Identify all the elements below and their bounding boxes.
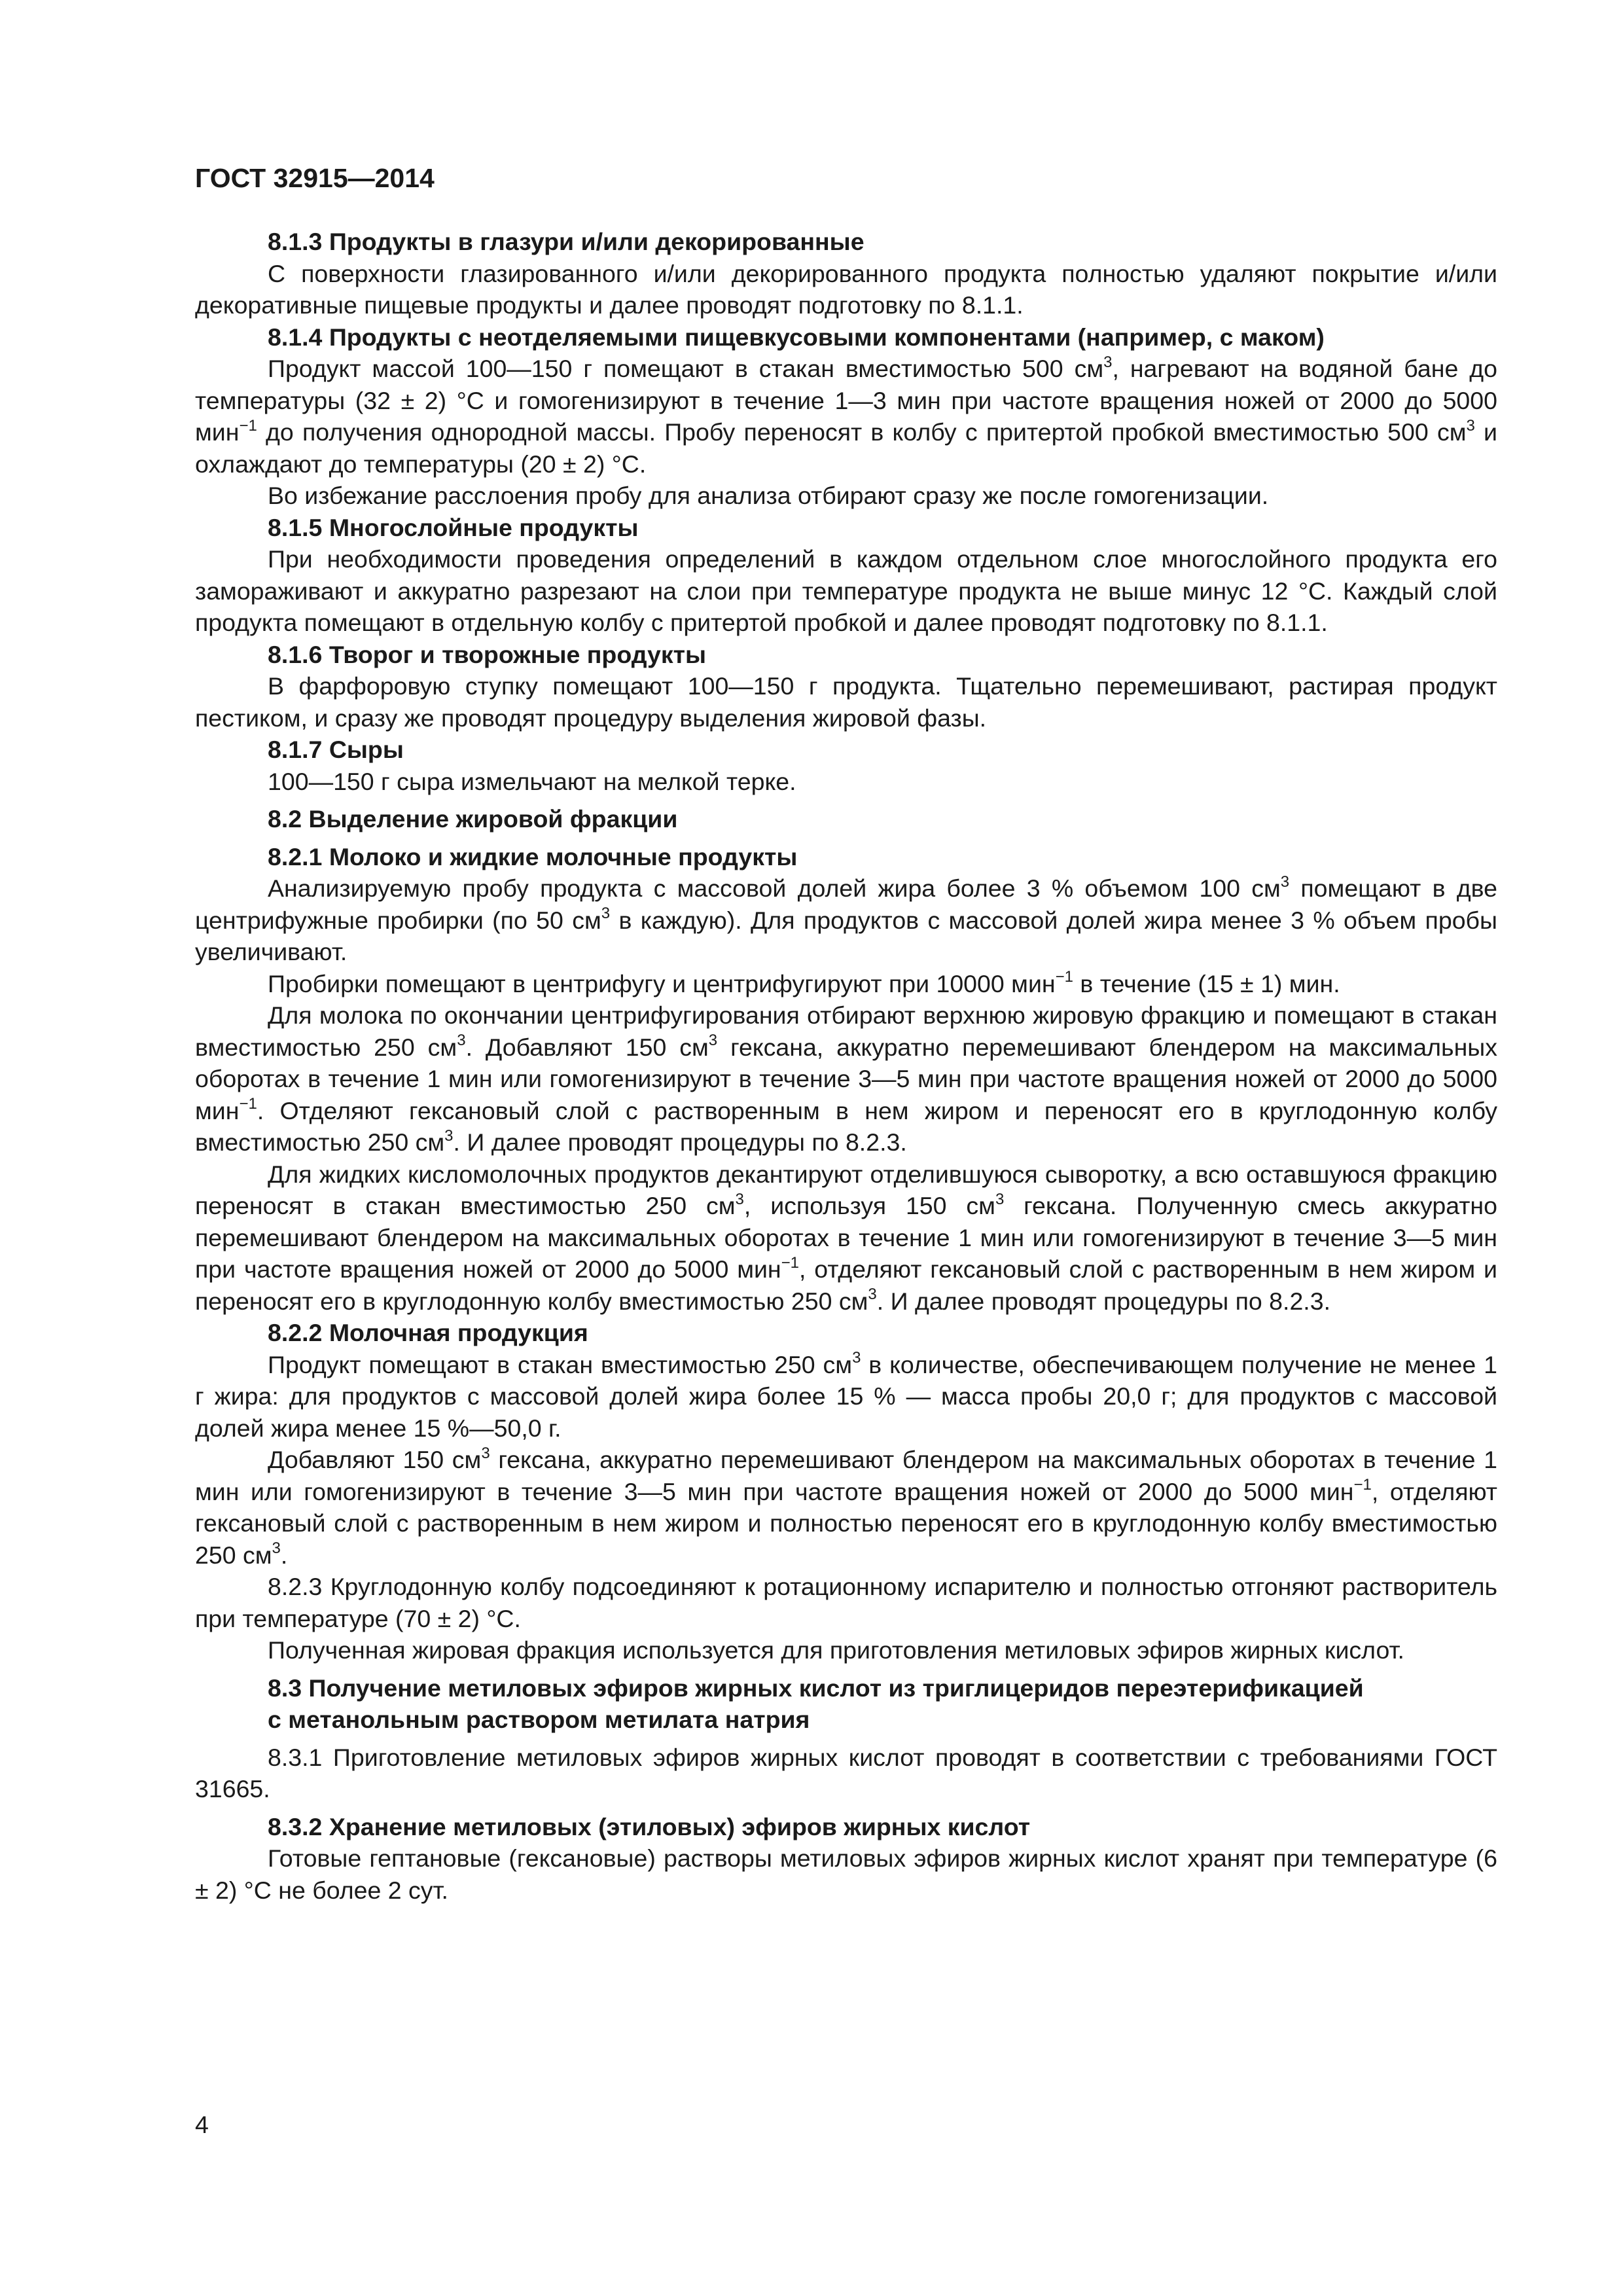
- document-body: [195, 226, 1497, 1906]
- paragraph: 100—150 г сыра измельчают на мелкой терке.: [268, 767, 796, 795]
- paragraph: Пробирки помещают в центрифугу и центрифугируют при 10000 мин$^{-1}$ в течение (15 ± 1) мин.: [268, 968, 1340, 997]
- section-heading-8-1-4: 8.1.4 Продукты с неотделяемыми пищевкусовыми компонентами (например, с маком): [268, 323, 1325, 351]
- document-header: ГОСТ 32915—2014: [195, 163, 435, 193]
- section-heading-8-1-7: 8.1.7 Сыры: [268, 736, 404, 763]
- section-heading-8-3-2: 8.3.2 Хранение метиловых (этиловых) эфиров жирных кислот: [268, 1812, 1031, 1840]
- section-heading-8-1-5: 8.1.5 Многослойные продукты: [268, 513, 639, 541]
- page-number: 4: [195, 2111, 209, 2138]
- paragraph: При необходимости проведения определений в каждом отдельном слое многослойного продукта его замораживают и аккуратно разрезают на слои при температуре продукта не выше минус 12 °С. Каждый слой продукта помещают в отдельную колбу с притертой пробкой и далее проводят подготовку по 8.1.1.: [195, 545, 1497, 636]
- paragraph: Готовые гептановые (гексановые) растворы метиловых эфиров жирных кислот хранят при температуре (6 ± 2) °С не более 2 сут.: [195, 1844, 1497, 1904]
- section-heading-8-2-2: 8.2.2 Молочная продукция: [268, 1319, 588, 1346]
- paragraph: Анализируемую пробу продукта с массовой долей жира более 3 % объемом 100 $см^3$ помещают в две центрифужные пробирки (по 50 $см^3$ в каждую). Для продуктов с массовой долей жира менее 3 % объем пробы увеличивают.: [195, 872, 1497, 965]
- paragraph: 8.2.3 Круглодонную колбу подсоединяют к ротационному испарителю и полностью отгоняют растворитель при температуре (70 ± 2) °С.: [195, 1573, 1497, 1632]
- paragraph: Продукт массой 100—150 г помещают в стакан вместимостью 500 $см^3$, нагревают на водяной бане до температуры (32 ± 2) °С и гомогенизируют в течение 1—3 мин при частоте вращения ножей от 2000 до 5000 мин$^{-1}$ до получения однородной массы. Пробу переносят в колбу с притертой пробкой вместимостью 500 $см^3$ и охлаждают до температуры (20 ± 2) °С.: [195, 353, 1498, 478]
- paragraph: Во избежание расслоения пробу для анализа отбирают сразу же после гомогенизации.: [268, 482, 1269, 509]
- section-heading-8-1-3: 8.1.3 Продукты в глазури и/или декорированные: [268, 228, 865, 255]
- paragraph: С поверхности глазированного и/или декорированного продукта полностью удаляют покрытие и/или декоративные пищевые продукты и далее проводят подготовку по 8.1.1.: [195, 259, 1497, 319]
- paragraph: Добавляют 150 $см^3$ гексана, аккуратно перемешивают блендером на максимальных оборотах в течение 1 мин или гомогенизируют в течение 3—5 мин при частоте вращения ножей от 2000 до 5000 мин$^{-1}$, отделяют гексановый слой с растворенным в нем жиром и полностью переносят его в круглодонную колбу вместимостью 250 $см^3$.: [195, 1444, 1498, 1569]
- section-heading-8-2: 8.2 Выделение жировой фракции: [268, 805, 678, 833]
- paragraph: 8.3.1 Приготовление метиловых эфиров жирных кислот проводят в соответствии с требованиями ГОСТ 31665.: [195, 1743, 1497, 1803]
- paragraph: Продукт помещают в стакан вместимостью 250 $см^3$ в количестве, обеспечивающем получение не менее 1 г жира: для продуктов с массовой долей жира более 15 % — масса пробы 20,0 г; для продуктов с массовой долей жира менее 15 %—50,0 г.: [195, 1349, 1497, 1442]
- section-heading-8-3: 8.3 Получение метиловых эфиров жирных кислот из триглицеридов переэтерификацией с метанольным раствором метилата натрия: [268, 1674, 1364, 1733]
- section-heading-8-1-6: 8.1.6 Творог и творожные продукты: [268, 640, 707, 668]
- paragraph: Для жидких кисломолочных продуктов декантируют отделившуюся сыворотку, а всю оставшуюся фракцию переносят в стакан вместимостью 250 $см^3$, используя 150 $см^3$ гексана. Полученную смесь аккуратно перемешивают блендером на максимальных оборотах в течение 1 мин или гомогенизируют в течение 3—5 мин при частоте вращения ножей от 2000 до 5000 мин$^{-1}$, отделяют гексановый слой с растворенным в нем жиром и переносят его в круглодонную колбу вместимостью 250 $см^3$. И далее проводят процедуры по 8.2.3.: [195, 1160, 1497, 1315]
- paragraph: Полученная жировая фракция используется для приготовления метиловых эфиров жирных кислот.: [268, 1636, 1404, 1664]
- paragraph: Для молока по окончании центрифугирования отбирают верхнюю жировую фракцию и помещают в стакан вместимостью 250 $см^3$. Добавляют 150 $см^3$ гексана, аккуратно перемешивают блендером на максимальных оборотах в течение 1 мин или гомогенизируют в течение 3—5 мин при частоте вращения ножей от 2000 до 5000 мин$^{-1}$. Отделяют гексановый слой с растворенным в нем жиром и переносят его в круглодонную колбу вместимостью 250 $см^3$. И далее проводят процедуры по 8.2.3.: [195, 1001, 1497, 1156]
- paragraph: В фарфоровую ступку помещают 100—150 г продукта. Тщательно перемешивают, растирая продукт пестиком, и сразу же проводят процедуру выделения жировой фазы.: [195, 672, 1497, 732]
- section-heading-8-2-1: 8.2.1 Молоко и жидкие молочные продукты: [268, 842, 798, 870]
